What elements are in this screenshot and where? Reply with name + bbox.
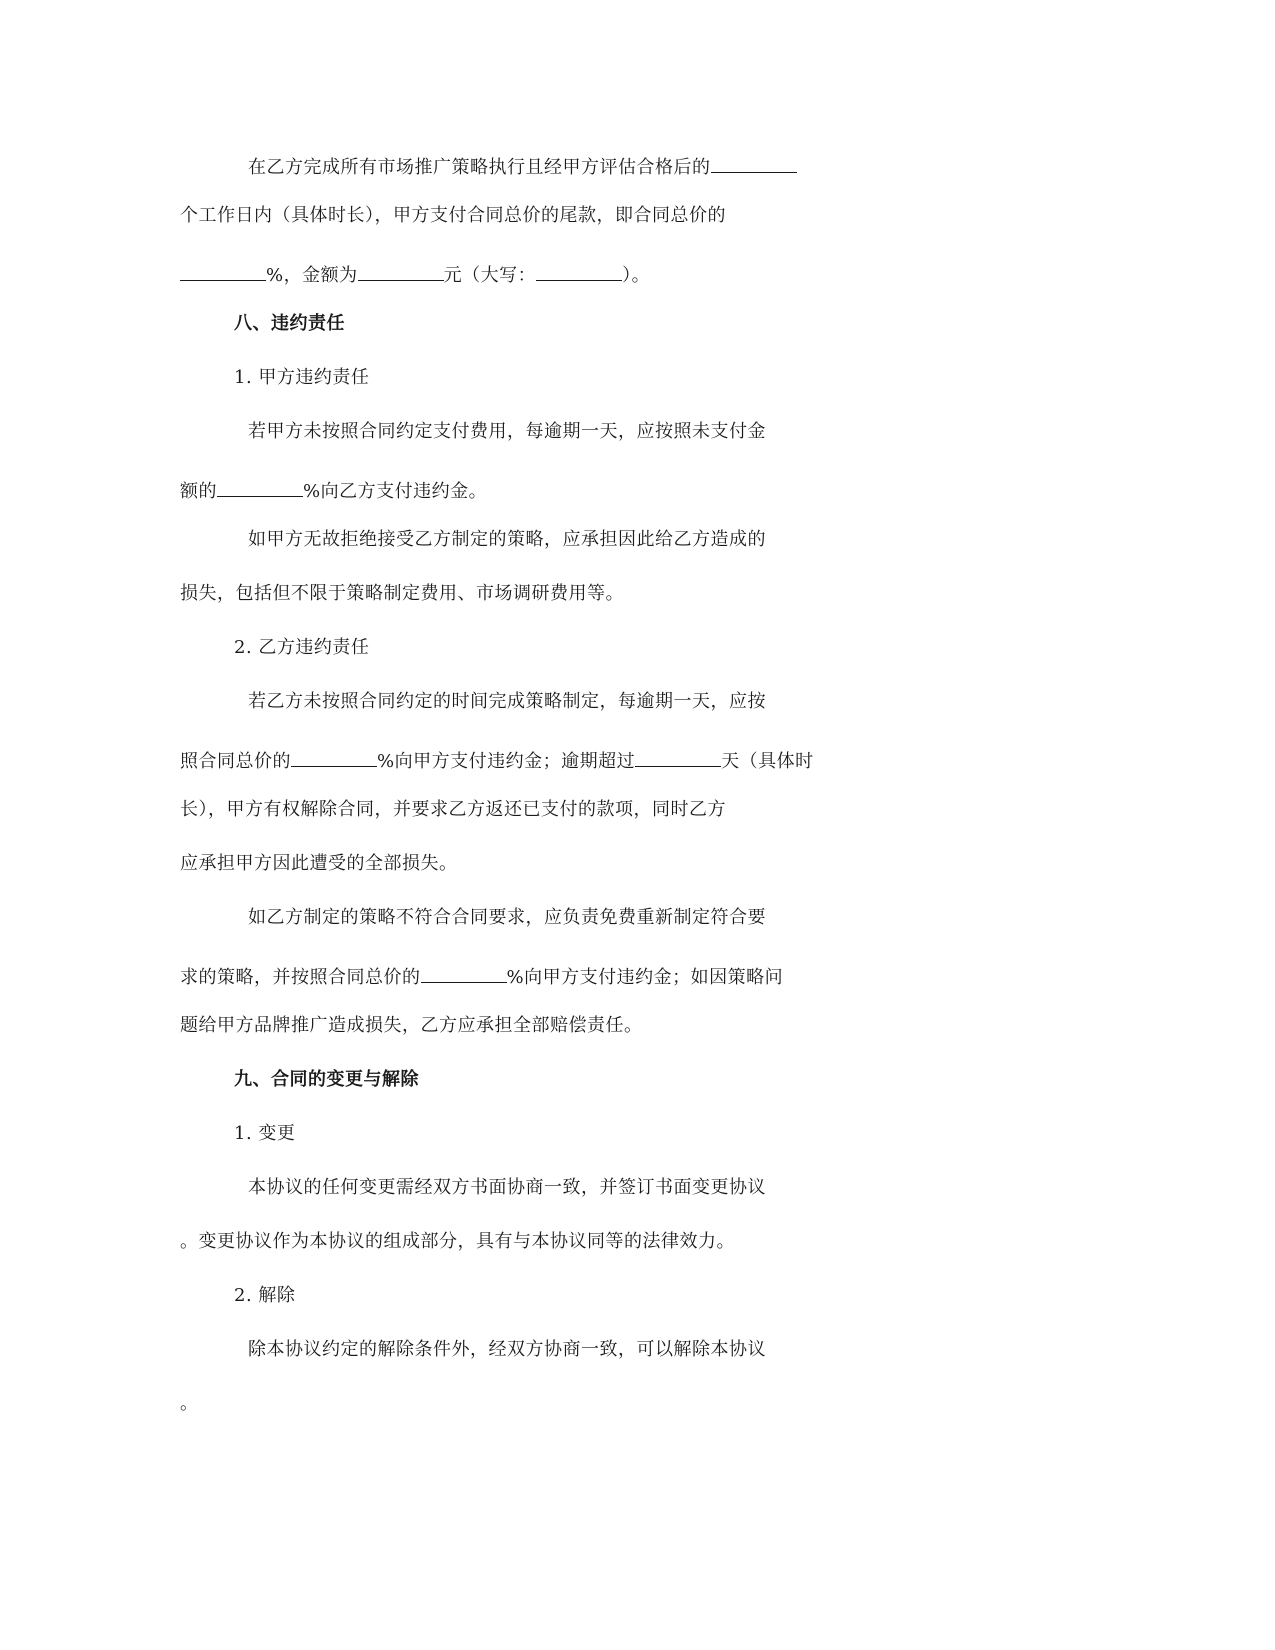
text-line-l09 bbox=[0, 574, 1275, 614]
text-segment: 除本协议约定的解除条件外，经双方协商一致，可以解除本协议 bbox=[248, 1339, 766, 1360]
subsection-text: 1. 变更 bbox=[234, 1123, 296, 1144]
text-line-l02 bbox=[0, 196, 1275, 236]
text-line-l16 bbox=[0, 952, 1275, 992]
fill-in-blank bbox=[711, 142, 797, 173]
text-segment: ）。 bbox=[622, 265, 651, 286]
text-segment: 额的 bbox=[180, 481, 217, 502]
text-line-l13 bbox=[0, 790, 1275, 830]
fill-in-blank bbox=[358, 250, 444, 281]
text-segment: 元（大写： bbox=[443, 265, 537, 286]
text-line-l15 bbox=[0, 898, 1275, 938]
text-line-l23 bbox=[0, 1330, 1275, 1370]
fill-in-blank bbox=[635, 736, 721, 767]
heading-text: 九、合同的变更与解除 bbox=[234, 1069, 419, 1090]
subsection-title-9-2 bbox=[0, 1276, 1275, 1316]
text-line-l01 bbox=[0, 142, 1275, 182]
fill-in-blank bbox=[180, 250, 266, 281]
fill-in-blank bbox=[421, 952, 507, 983]
text-segment: 求的策略，并按照合同总价的 bbox=[180, 967, 421, 988]
fill-in-blank bbox=[217, 466, 303, 497]
text-segment: 。变更协议作为本协议的组成部分，具有与本协议同等的法律效力。 bbox=[180, 1231, 735, 1252]
subsection-title-9-1 bbox=[0, 1114, 1275, 1154]
text-segment: 题给甲方品牌推广造成损失，乙方应承担全部赔偿责任。 bbox=[180, 1015, 643, 1036]
text-segment: %向乙方支付违约金。 bbox=[303, 481, 488, 502]
text-line-l06 bbox=[0, 412, 1275, 452]
text-segment: 应承担甲方因此遭受的全部损失。 bbox=[180, 853, 458, 874]
text-line-l03 bbox=[0, 250, 1275, 290]
subsection-text: 2. 乙方违约责任 bbox=[234, 637, 370, 658]
text-segment: 若乙方未按照合同约定的时间完成策略制定，每逾期一天，应按 bbox=[248, 691, 766, 712]
text-line-l14 bbox=[0, 844, 1275, 884]
heading-text: 八、违约责任 bbox=[234, 313, 345, 334]
text-line-l12 bbox=[0, 736, 1275, 776]
text-line-l21 bbox=[0, 1222, 1275, 1262]
text-segment: %向甲方支付违约金；如因策略问 bbox=[506, 967, 784, 988]
fill-in-blank bbox=[291, 736, 377, 767]
subsection-text: 1. 甲方违约责任 bbox=[234, 367, 370, 388]
subsection-title-8-1 bbox=[0, 358, 1275, 398]
section-heading-9 bbox=[0, 1060, 1275, 1100]
text-segment: 如甲方无故拒绝接受乙方制定的策略，应承担因此给乙方造成的 bbox=[248, 529, 766, 550]
text-segment: %，金额为 bbox=[266, 265, 358, 286]
text-line-l08 bbox=[0, 520, 1275, 560]
text-segment: 照合同总价的 bbox=[180, 751, 291, 772]
subsection-text: 2. 解除 bbox=[234, 1285, 296, 1306]
text-segment: 如乙方制定的策略不符合合同要求，应负责免费重新制定符合要 bbox=[248, 907, 766, 928]
text-segment: %向甲方支付违约金；逾期超过 bbox=[377, 751, 636, 772]
text-segment: 若甲方未按照合同约定支付费用，每逾期一天，应按照未支付金 bbox=[248, 421, 766, 442]
text-segment: 天（具体时 bbox=[721, 751, 814, 772]
text-line-l17 bbox=[0, 1006, 1275, 1046]
text-segment: 。 bbox=[180, 1393, 199, 1414]
text-segment: 本协议的任何变更需经双方书面协商一致，并签订书面变更协议 bbox=[248, 1177, 766, 1198]
text-line-l07 bbox=[0, 466, 1275, 506]
text-segment: 在乙方完成所有市场推广策略执行且经甲方评估合格后的 bbox=[248, 157, 711, 178]
text-line-l20 bbox=[0, 1168, 1275, 1208]
section-heading-8 bbox=[0, 304, 1275, 344]
text-line-l11 bbox=[0, 682, 1275, 722]
text-segment: 损失，包括但不限于策略制定费用、市场调研费用等。 bbox=[180, 583, 624, 604]
fill-in-blank bbox=[536, 250, 622, 281]
subsection-title-8-2 bbox=[0, 628, 1275, 668]
text-segment: 长），甲方有权解除合同，并要求乙方返还已支付的款项，同时乙方 bbox=[180, 799, 726, 820]
text-line-l24 bbox=[0, 1384, 1275, 1424]
text-segment: 个工作日内（具体时长），甲方支付合同总价的尾款，即合同总价的 bbox=[180, 205, 726, 226]
